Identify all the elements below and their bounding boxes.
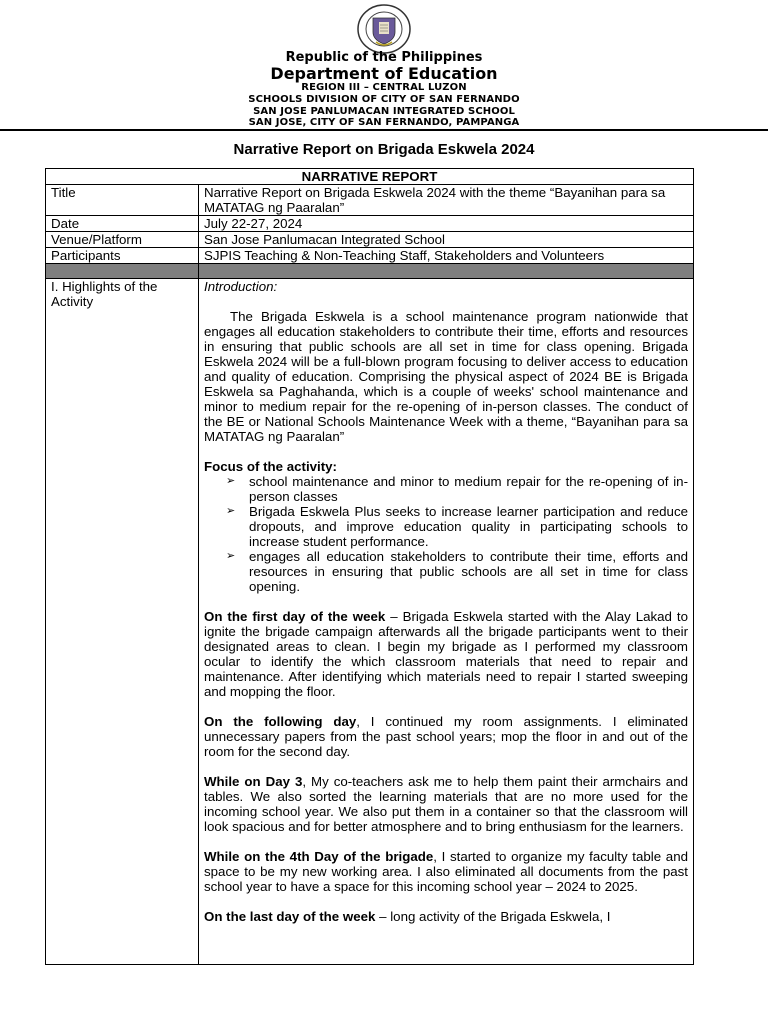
header-school: SAN JOSE PANLUMACAN INTEGRATED SCHOOL — [253, 106, 515, 117]
table-heading: NARRATIVE REPORT — [46, 169, 694, 185]
list-item — [226, 474, 688, 504]
day-paragraph — [204, 774, 688, 834]
separator-row — [46, 264, 694, 279]
table-row — [46, 185, 694, 216]
row-label-participants: Participants — [46, 248, 199, 264]
day-text: , I continued my room assignments. I eliminated unnecessary papers from the past school years; mop the floor in and out of the room for the second day. — [204, 714, 688, 759]
day-paragraph — [204, 909, 688, 924]
intro-heading: Introduction: — [204, 279, 278, 294]
focus-heading: Focus of the activity: — [204, 459, 337, 474]
row-label-title: Title — [46, 185, 199, 216]
list-item — [226, 549, 688, 594]
arrow-bullet-icon: ➢ — [226, 505, 236, 517]
arrow-bullet-icon: ➢ — [226, 550, 236, 562]
table-row — [46, 216, 694, 232]
row-value-venue: San Jose Panlumacan Integrated School — [199, 232, 694, 248]
header-republic: Republic of the Philippines — [285, 50, 483, 65]
arrow-bullet-icon: ➢ — [226, 475, 236, 487]
header-divider — [0, 129, 768, 131]
intro-paragraph: The Brigada Eskwela is a school maintenance program nationwide that engages all education stakeholders to contribute their time, efforts and resources in ensuring that public schools are all set in time for class opening. Brigada Eskwela 2024 will be a full-blown program focusing to deliver access to education and quality of education. Comprising the physical aspect of 2024 BE is Brigada Eskwela sa Paghahanda, which is a couple of weeks' school maintenance and minor to medium repair for the re-opening of in-person classes. The conduct of the BE or National Schools Maintenance Week with a theme, “Bayanihan para sa MATATAG ng Paaralan” — [204, 309, 688, 444]
day-lead: While on the 4th Day of the brigade — [204, 849, 434, 864]
focus-item-text: school maintenance and minor to medium repair for the re-opening of in-person classes — [249, 474, 688, 504]
header-region: REGION III – CENTRAL LUZON — [301, 82, 467, 93]
document-title: Narrative Report on Brigada Eskwela 2024 — [233, 141, 535, 158]
day-paragraph — [204, 849, 688, 894]
day-text: , I started to organize my faculty table and space to be my new working area. I also eliminated all documents from the past school year to have a space for this incoming school year – 2024 to 2025. — [204, 849, 688, 894]
day-lead: While on Day 3 — [204, 774, 303, 789]
day-lead: On the first day of the week — [204, 609, 386, 624]
row-value-participants: SJPIS Teaching & Non-Teaching Staff, Stakeholders and Volunteers — [199, 248, 694, 264]
day-paragraph — [204, 609, 688, 699]
report-table — [45, 168, 694, 965]
list-item — [226, 504, 688, 549]
row-label-date: Date — [46, 216, 199, 232]
table-row — [46, 232, 694, 248]
focus-list — [204, 474, 688, 594]
header-address: SAN JOSE, CITY OF SAN FERNANDO, PAMPANGA — [248, 117, 520, 128]
day-lead: On the following day — [204, 714, 357, 729]
day-text: – Brigada Eskwela started with the Alay Lakad to ignite the brigade campaign afterwards all the brigade participants went to their designated areas to clean. I begin my brigade as I performed my classroom ocular to identify the which classroom materials that need to repair and maintenance. After identifying which materials need to repair I started sweeping and mopping the floor. — [204, 609, 688, 699]
highlights-label: I. Highlights of the Activity — [46, 279, 199, 965]
day-lead: On the last day of the week — [204, 909, 376, 924]
day-paragraph — [204, 714, 688, 759]
row-value-title: Narrative Report on Brigada Eskwela 2024 with the theme “Bayanihan para sa MATATAG ng Paaralan” — [199, 185, 694, 216]
highlights-body — [199, 279, 694, 965]
deped-seal-logo — [356, 4, 412, 54]
header-department: Department of Education — [270, 64, 498, 83]
highlights-row — [46, 279, 694, 965]
focus-item-text: Brigada Eskwela Plus seeks to increase learner participation and reduce dropouts, and improve education quality in participating schools to increase student performance. — [249, 504, 688, 549]
day-text: , My co-teachers ask me to help them paint their armchairs and tables. We also sorted the learning materials that are no more used for the incoming school year. We also put them in a container so that the classroom will look spacious and for better atmosphere and to bring enthusiasm for the learners. — [204, 774, 688, 834]
day-text: – long activity of the Brigada Eskwela, I — [375, 909, 611, 924]
table-row — [46, 248, 694, 264]
focus-item-text: engages all education stakeholders to contribute their time, efforts and resources in ensuring that public schools are all set in time for class opening. — [249, 549, 688, 594]
row-label-venue: Venue/Platform — [46, 232, 199, 248]
header-division: SCHOOLS DIVISION OF CITY OF SAN FERNANDO — [248, 94, 520, 105]
row-value-date: July 22-27, 2024 — [199, 216, 694, 232]
